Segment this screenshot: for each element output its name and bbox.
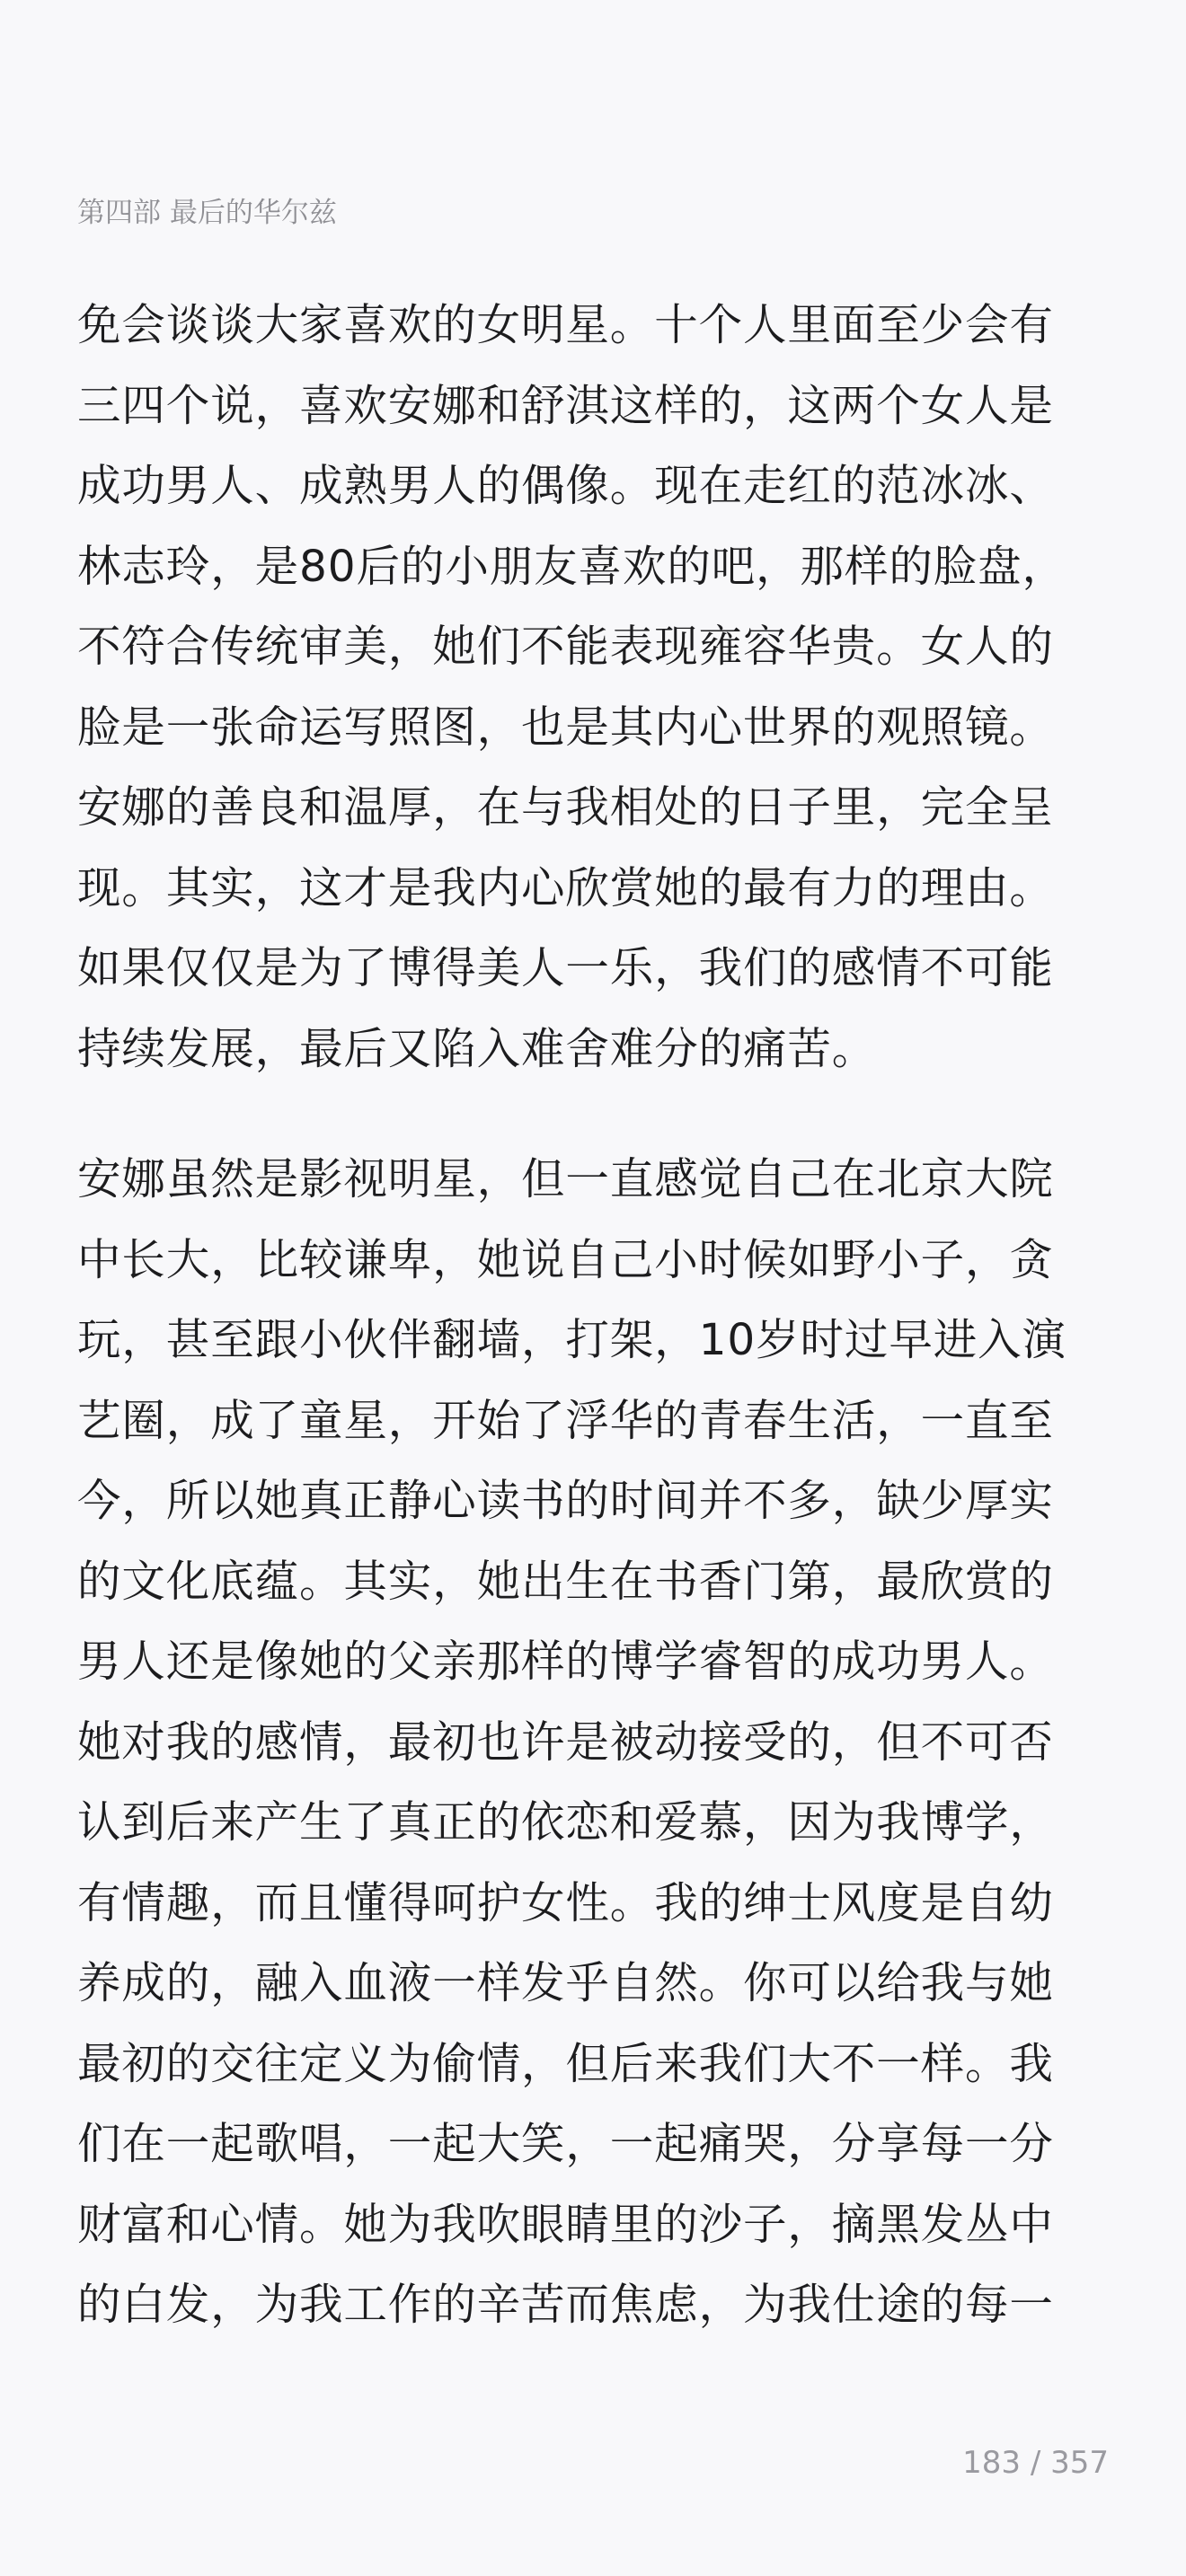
paragraph-1 — [77, 286, 1109, 1090]
text-line: 最初的交往定义为偷情，但后来我们大不一样。我 — [77, 2038, 1054, 2089]
text-line: 林志玲，是80后的小朋友喜欢的吧，那样的脸盘， — [77, 541, 1067, 592]
chapter-title: 第四部 最后的华尔兹 — [77, 197, 337, 229]
text-line: 不符合传统审美，她们不能表现雍容华贵。女人的 — [77, 622, 1054, 672]
text-line: 养成的，融入血液一样发乎自然。你可以给我与她 — [77, 1958, 1054, 2008]
text-line: 安娜虽然是影视明星，但一直感觉自己在北京大院 — [77, 1154, 1054, 1204]
page-indicator: 183 / 357 — [962, 2445, 1109, 2481]
book-text — [77, 286, 1109, 2346]
text-line: 的文化底蕴。其实，她出生在书香门第，最欣赏的 — [77, 1556, 1054, 1607]
text-line: 们在一起歌唱，一起大笑，一起痛哭，分享每一分 — [77, 2119, 1054, 2169]
text-line: 有情趣，而且懂得呵护女性。我的绅士风度是自幼 — [77, 1877, 1054, 1928]
text-line: 艺圈，成了童星，开始了浮华的青春生活，一直至 — [77, 1395, 1054, 1446]
text-line: 如果仅仅是为了博得美人一乐，我们的感情不可能 — [77, 943, 1054, 993]
text-line: 脸是一张命运写照图，也是其内心世界的观照镜。 — [77, 701, 1054, 753]
text-line: 成功男人、成熟男人的偶像。现在走红的范冰冰、 — [77, 461, 1054, 511]
text-line: 男人还是像她的父亲那样的博学睿智的成功男人。 — [77, 1636, 1054, 1687]
text-line: 持续发展，最后又陷入难舍难分的痛苦。 — [77, 1023, 877, 1074]
text-line: 认到后来产生了真正的依恋和爱慕，因为我博学， — [77, 1797, 1054, 1848]
text-line: 现。其实，这才是我内心欣赏她的最有力的理由。 — [77, 862, 1054, 913]
text-line: 免会谈谈大家喜欢的女明星。十个人里面至少会有 — [77, 300, 1054, 350]
text-line: 三四个说，喜欢安娜和舒淇这样的，这两个女人是 — [77, 380, 1054, 431]
paragraph-2 — [77, 1140, 1109, 2346]
text-line: 玩，甚至跟小伙伴翻墙，打架，10岁时过早进入演 — [77, 1315, 1067, 1365]
text-line: 今，所以她真正静心读书的时间并不多，缺少厚实 — [77, 1476, 1054, 1526]
text-line: 她对我的感情，最初也许是被动接受的，但不可否 — [77, 1716, 1054, 1768]
text-line: 的白发，为我工作的辛苦而焦虑，为我仕途的每一 — [77, 2280, 1054, 2330]
text-line: 中长大，比较谦卑，她说自己小时候如野小子，贪 — [77, 1234, 1054, 1285]
text-line: 安娜的善良和温厚，在与我相处的日子里，完全呈 — [77, 782, 1054, 833]
text-line: 财富和心情。她为我吹眼睛里的沙子，摘黑发丛中 — [77, 2199, 1054, 2250]
